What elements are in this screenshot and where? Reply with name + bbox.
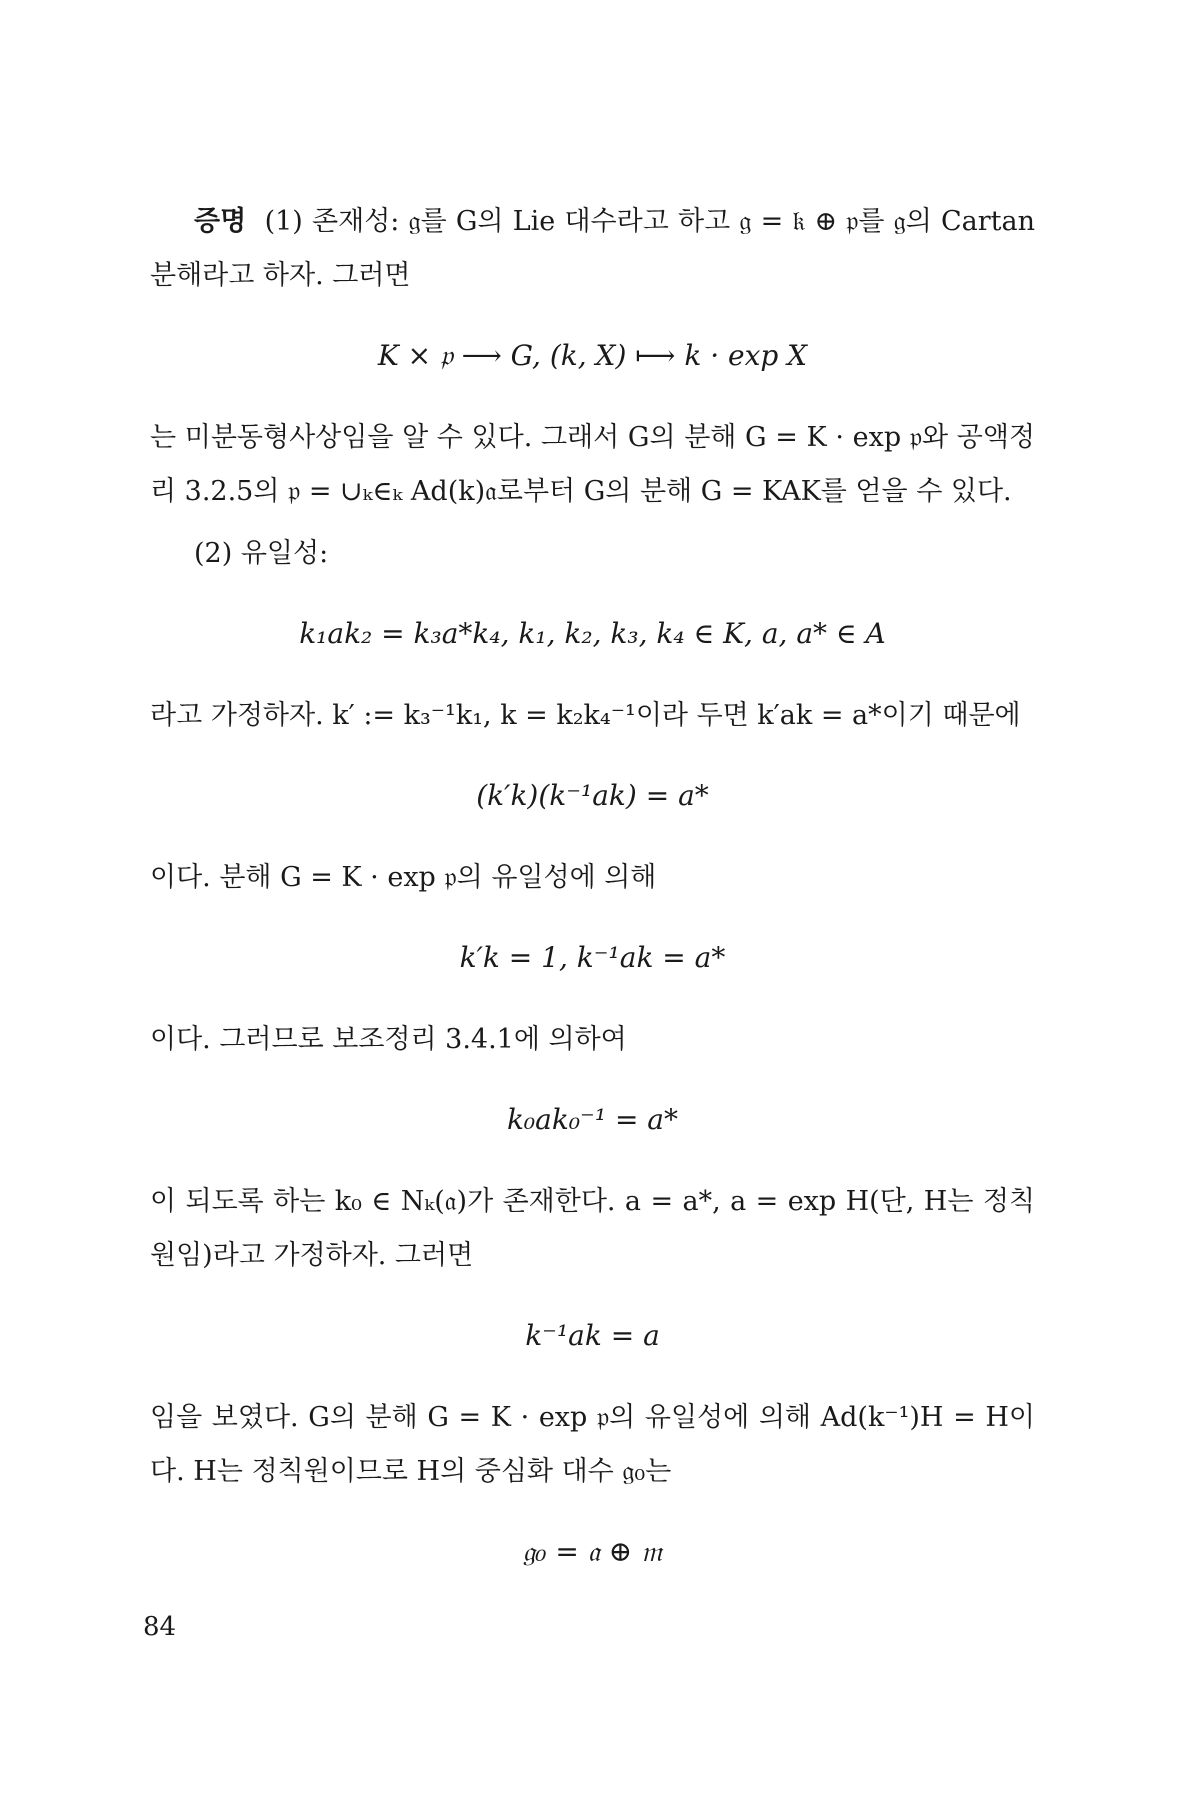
equation-assumption: k₁ak₂ = k₃a*k₄, k₁, k₂, k₃, k₄ ∈ K, a, a* ∈ A [299,617,886,650]
paragraph-uniqueness-heading: (2) 유일성: [194,538,329,569]
paragraph-existence [150,195,1035,303]
paragraph-assume: 라고 가정하자. k′ := k₃⁻¹k₁, k = k₂k₄⁻¹이라 두면 k′ak = a*이기 때문에 [150,700,1021,731]
paragraph-lemma: 이다. 그러므로 보조정리 3.4.1에 의하여 [150,1024,627,1055]
paragraph-centralizer: 임을 보였다. G의 분해 G = K · exp 𝔭의 유일성에 의해 Ad(k⁻¹)H = H이다. H는 정칙원이므로 H의 중심화 대수 𝔤₀는 [150,1402,1035,1487]
paragraph-uniqueness-of-decomposition: 이다. 분해 G = K · exp 𝔭의 유일성에 의해 [150,862,657,893]
paragraph-normalizer: 이 되도록 하는 k₀ ∈ Nₖ(𝔞)가 존재한다. a = a*, a = exp H(단, H는 정칙원임)라고 가정하자. 그러면 [150,1186,1035,1271]
existence-text: (1) 존재성: 𝔤를 G의 Lie 대수라고 하고 𝔤 = 𝔨 ⊕ 𝔭를 𝔤의 Cartan 분해라고 하자. 그러면 [150,206,1035,291]
equation-centralizer: 𝔤₀ = 𝔞 ⊕ 𝔪 [522,1535,663,1568]
equation-fixed: k⁻¹ak = a [525,1319,660,1352]
proof-heading: 증명 [194,206,247,237]
equation-product: (k′k)(k⁻¹ak) = a* [476,779,709,812]
equation-conjugate: k₀ak₀⁻¹ = a* [506,1103,679,1136]
proof-body [150,195,1035,1607]
equation-diffeomorphism: K × 𝔭 ⟶ G, (k, X) ⟼ k · exp X [377,339,808,372]
equation-identity: k′k = 1, k⁻¹ak = a* [459,941,726,974]
paragraph-decomposition: 는 미분동형사상임을 알 수 있다. 그래서 G의 분해 G = K · exp 𝔭와 공액정리 3.2.5의 𝔭 = ∪ₖ∈ₖ Ad(k)𝔞로부터 G의 분해 G = KAK를 얻을 수 있다. [150,422,1035,507]
page-number: 84 [143,1612,177,1642]
